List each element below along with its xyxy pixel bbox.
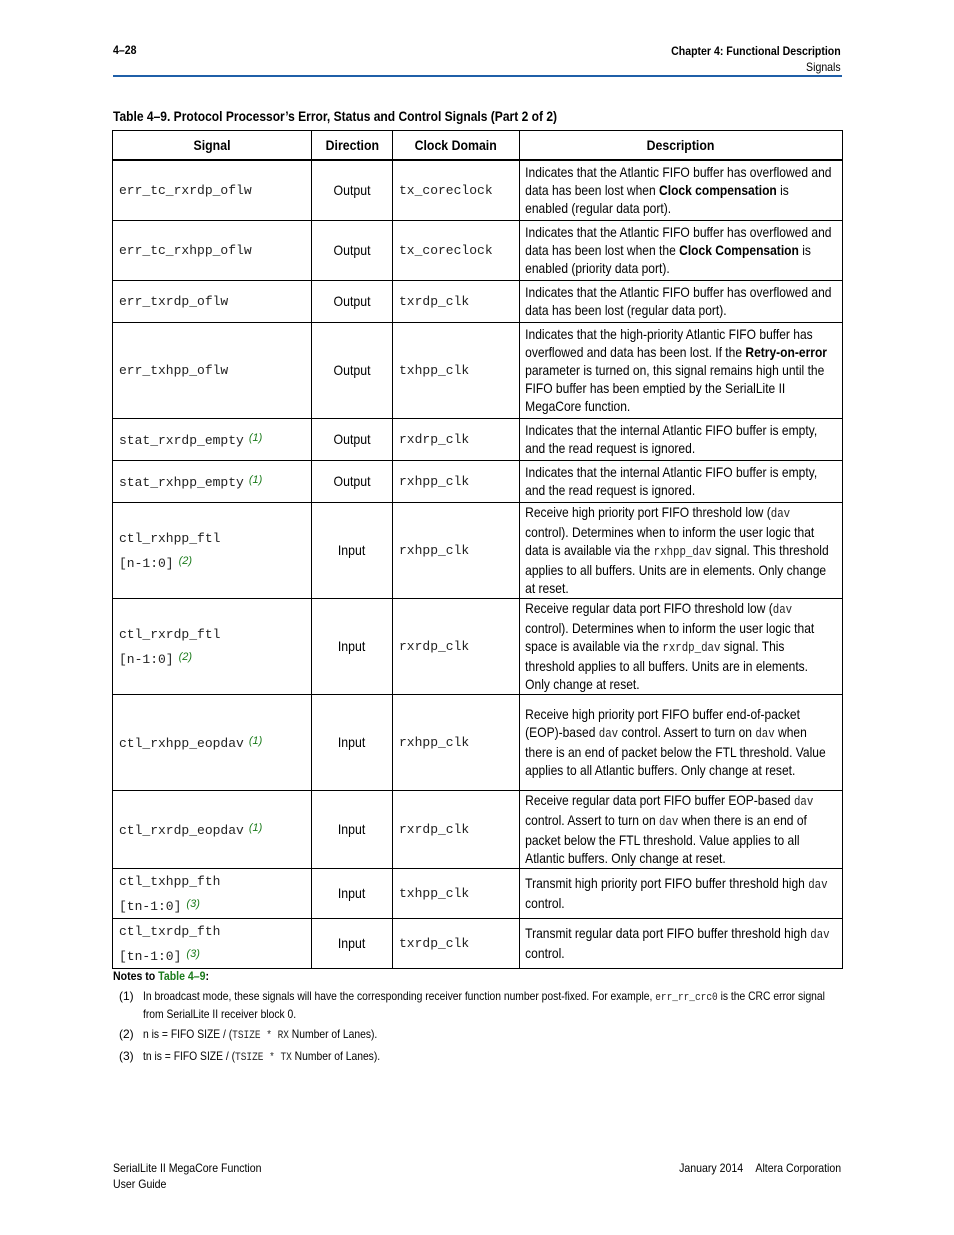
text-run: Indicates that the internal Atlantic FIFO buffer is empty, and the read request is ignored. (525, 422, 818, 456)
signal-code: dav (810, 928, 830, 942)
signal-cell (113, 868, 312, 918)
note-number: (1) (119, 989, 134, 1003)
table-row (113, 598, 843, 694)
table-row (113, 502, 843, 598)
running-header (671, 43, 841, 75)
signal-cell (113, 280, 312, 322)
text-run: Number of Lanes). (291, 1049, 381, 1063)
clock-domain-value: txhpp_clk (399, 886, 470, 901)
signal-code: TSIZE * RX (232, 1030, 289, 1042)
signal-code: dav (772, 603, 793, 617)
direction-cell (312, 418, 393, 460)
footnote-ref[interactable]: (3) (186, 947, 200, 960)
clock-domain-cell (393, 322, 520, 418)
clock-domain-value: tx_coreclock (399, 183, 493, 199)
description-text (520, 325, 835, 415)
description-cell (520, 160, 843, 220)
description-text (520, 503, 835, 597)
description-cell (520, 694, 843, 790)
footnote-ref[interactable]: (1) (248, 734, 263, 747)
direction-value: Input (338, 542, 366, 558)
description-text (520, 223, 835, 277)
direction-cell (312, 694, 393, 790)
chapter-title: Chapter 4: Functional Description (671, 44, 841, 58)
clock-domain-cell (393, 460, 520, 502)
signal-code: rxhpp_dav (653, 545, 712, 559)
signal-code: dav (770, 507, 791, 521)
signal-name: err_txhpp_oflw (119, 363, 229, 378)
clock-domain-cell (393, 502, 520, 598)
signal-code: err_rr_crc0 (655, 992, 718, 1004)
direction-value: Input (338, 821, 366, 837)
clock-domain-value: rxhpp_clk (399, 474, 470, 489)
signal-name: ctl_rxrdp_eopdav (119, 822, 244, 838)
direction-cell (312, 502, 393, 598)
text-run: when there is an end of packet below the FTL threshold. Value applies to all Atlantic buffers. Only change at reset. (525, 812, 807, 866)
table-row (113, 460, 843, 502)
text-run: control. Assert to turn on (618, 724, 756, 740)
signal-code: dav (808, 878, 828, 892)
signal-cell (113, 460, 312, 502)
signal-name: err_tc_rxrdp_oflw (119, 183, 252, 199)
table-title: Table 4–9. Protocol Processor’s Error, Status and Control Signals (Part 2 of 2) (113, 108, 558, 124)
text-run: control. (525, 895, 565, 911)
description-cell (520, 868, 843, 918)
description-text (520, 924, 835, 962)
description-cell (520, 322, 843, 418)
table-row (113, 280, 843, 322)
text-run: signal. This threshold applies to all buffers. Units are in elements. Only change at reset. (525, 638, 809, 692)
bold-term: Clock compensation (659, 182, 777, 199)
text-run: is the CRC error signal from SerialLite II receiver block 0. (143, 989, 825, 1021)
text-run: Transmit high priority port FIFO buffer threshold high (525, 875, 809, 891)
footer-doc-type: User Guide (113, 1177, 167, 1191)
signal-code: dav (659, 815, 679, 829)
footer-left (113, 1160, 262, 1192)
description-cell (520, 918, 843, 968)
signal-name: err_tc_rxhpp_oflw (119, 243, 252, 258)
direction-value: Output (333, 293, 371, 309)
footer-company: Altera Corporation (755, 1161, 841, 1175)
text-run: when there is an end of packet below the FTL threshold. Value applies to all Atlantic buffers. Only change at reset. (525, 724, 826, 778)
description-cell (520, 220, 843, 280)
table-row (113, 322, 843, 418)
clock-domain-value: txhpp_clk (399, 363, 470, 378)
footer-product: SerialLite II MegaCore Function (113, 1161, 262, 1175)
direction-cell (312, 322, 393, 418)
footer-date: January 2014 (678, 1161, 743, 1175)
signal-code: rxrdp_dav (662, 641, 721, 655)
text-run: Receive regular data port FIFO threshold low ( (525, 600, 773, 616)
direction-cell (312, 460, 393, 502)
note-text (143, 1026, 835, 1044)
section-title: Signals (806, 60, 841, 74)
table-row (113, 694, 843, 790)
clock-domain-cell (393, 868, 520, 918)
text-run: Indicates that the Atlantic FIFO buffer has overflowed and data has been lost when (525, 164, 832, 199)
signal-name: stat_rxhpp_empty (119, 474, 244, 490)
signal-name: ctl_txrdp_fth (119, 923, 221, 939)
signal-width: [n-1:0] (119, 651, 174, 667)
description-text (520, 463, 835, 499)
direction-cell (312, 220, 393, 280)
text-run: n is = FIFO SIZE / ( (143, 1027, 233, 1041)
text-run: is enabled (regular data port). (525, 182, 789, 217)
clock-domain-cell (393, 418, 520, 460)
signal-cell (113, 322, 312, 418)
signal-name: stat_rxrdp_empty (119, 432, 244, 448)
text-run: Indicates that the Atlantic FIFO buffer has overflowed and data has been lost when the (525, 224, 832, 258)
footnote-ref[interactable]: (3) (186, 897, 200, 910)
table-row (113, 418, 843, 460)
direction-value: Input (338, 734, 366, 750)
text-run: Indicates that the Atlantic FIFO buffer has overflowed and data has been lost (regular data port). (525, 284, 832, 318)
footnote-ref[interactable]: (1) (248, 821, 263, 834)
signal-name: err_txrdp_oflw (119, 294, 229, 309)
table-notes (113, 968, 842, 1066)
signal-code: dav (755, 727, 775, 741)
text-run: Receive high priority port FIFO threshold low ( (525, 504, 771, 520)
bold-term: Clock Compensation (679, 242, 799, 258)
clock-domain-value: rxrdp_clk (399, 639, 470, 654)
text-run: signal. This threshold applies to all buffers. Units are in elements. Only change at reset. (525, 542, 829, 596)
description-text (520, 599, 835, 693)
signal-width: [n-1:0] (119, 555, 174, 571)
description-cell (520, 502, 843, 598)
text-run: Receive regular data port FIFO buffer EOP-based (525, 792, 794, 808)
direction-cell (312, 280, 393, 322)
text-run: control). Determines when to inform the user logic that data is available via the (525, 524, 815, 558)
description-cell (520, 280, 843, 322)
signal-name: ctl_rxrdp_ftl (119, 626, 221, 642)
notes-title: Notes to Table 4–9: (113, 969, 210, 983)
bold-term: Retry-on-error (745, 344, 827, 360)
signal-cell (113, 918, 312, 968)
table-reference-link[interactable]: Table 4–9 (158, 969, 206, 983)
table-row (113, 918, 843, 968)
direction-value: Output (333, 473, 371, 489)
clock-domain-value: txrdp_clk (399, 294, 470, 309)
notes-list (113, 988, 842, 1066)
note-number: (2) (119, 1027, 134, 1041)
text-run: Indicates that the internal Atlantic FIFO buffer is empty, and the read request is ignored. (525, 464, 818, 498)
clock-domain-value: rxrdp_clk (399, 822, 470, 837)
description-text (520, 874, 835, 912)
description-text (520, 791, 835, 867)
column-header-description: Description (520, 131, 843, 161)
signal-cell (113, 598, 312, 694)
description-text (520, 421, 835, 457)
text-run: In broadcast mode, these signals will have the corresponding receiver function number post-fixed. For example, (143, 989, 656, 1003)
clock-domain-value: rxhpp_clk (399, 735, 470, 750)
footnote-ref[interactable]: (1) (248, 431, 263, 444)
note-item (113, 1026, 842, 1044)
direction-value: Output (333, 362, 371, 378)
direction-value: Output (333, 242, 371, 258)
footnote-ref[interactable]: (2) (178, 650, 193, 663)
note-text (143, 1048, 835, 1066)
note-item (113, 1048, 842, 1066)
clock-domain-cell (393, 280, 520, 322)
footnote-ref[interactable]: (2) (178, 554, 193, 567)
table-row (113, 220, 843, 280)
description-text (520, 163, 835, 217)
table-row (113, 790, 843, 868)
signal-name: ctl_rxhpp_ftl (119, 530, 221, 546)
table-row (113, 868, 843, 918)
note-text (143, 988, 835, 1022)
text-run: Transmit regular data port FIFO buffer threshold high (525, 925, 811, 941)
clock-domain-cell (393, 790, 520, 868)
clock-domain-cell (393, 918, 520, 968)
signal-code: dav (793, 795, 814, 809)
signal-name: ctl_txhpp_fth (119, 873, 221, 889)
direction-cell (312, 160, 393, 220)
text-run: is enabled (priority data port). (525, 242, 811, 276)
signal-cell (113, 790, 312, 868)
signal-width: [tn-1:0] (119, 898, 182, 914)
direction-value: Input (338, 935, 366, 951)
direction-value: Output (333, 431, 371, 447)
direction-cell (312, 598, 393, 694)
text-run: tn is = FIFO SIZE / ( (143, 1049, 236, 1063)
description-cell (520, 790, 843, 868)
note-number: (3) (119, 1049, 134, 1063)
signal-name: ctl_rxhpp_eopdav (119, 735, 244, 751)
direction-value: Input (338, 885, 366, 901)
footnote-ref[interactable]: (1) (248, 473, 263, 486)
text-run: Indicates that the high-priority Atlantic FIFO buffer has overflowed and data has been lost. If the (525, 326, 813, 360)
text-run: control). Determines when to inform the user logic that space is available via the (525, 620, 815, 654)
clock-domain-cell (393, 694, 520, 790)
signals-table (112, 130, 843, 969)
text-run: control. Assert to turn on (525, 812, 660, 828)
signal-code: dav (598, 727, 619, 741)
description-cell (520, 598, 843, 694)
table-row (113, 160, 843, 220)
text-run: Receive high priority port FIFO buffer end-of-packet (EOP)-based (525, 706, 800, 740)
signal-cell (113, 502, 312, 598)
note-item (113, 988, 842, 1022)
description-text (520, 705, 835, 779)
column-header-clock-domain: Clock Domain (393, 131, 520, 161)
page-number: 4–28 (113, 43, 137, 57)
table-header-row (113, 131, 843, 161)
signal-cell (113, 694, 312, 790)
text-run: parameter is turned on, this signal remains high until the FIFO buffer has been emptied by the SerialLite II MegaCore function. (525, 362, 825, 414)
signal-cell (113, 160, 312, 220)
description-cell (520, 460, 843, 502)
text-run: Number of Lanes). (288, 1027, 378, 1041)
column-header-signal: Signal (113, 131, 312, 161)
clock-domain-cell (393, 160, 520, 220)
direction-cell (312, 868, 393, 918)
description-cell (520, 418, 843, 460)
header-rule (113, 75, 842, 77)
description-text (520, 283, 835, 319)
direction-value: Input (338, 638, 366, 654)
text-run: control. (525, 945, 565, 961)
clock-domain-value: tx_coreclock (399, 243, 493, 258)
signal-cell (113, 220, 312, 280)
direction-cell (312, 790, 393, 868)
signal-code: TSIZE * TX (235, 1052, 292, 1064)
column-header-direction: Direction (312, 131, 393, 161)
clock-domain-value: rxhpp_clk (399, 543, 470, 558)
clock-domain-value: rxdrp_clk (399, 432, 470, 447)
direction-cell (312, 918, 393, 968)
clock-domain-cell (393, 220, 520, 280)
table-body (113, 160, 843, 968)
footer-right (679, 1160, 841, 1176)
clock-domain-cell (393, 598, 520, 694)
signal-cell (113, 418, 312, 460)
signal-width: [tn-1:0] (119, 948, 182, 964)
clock-domain-value: txrdp_clk (399, 936, 470, 951)
direction-value: Output (333, 182, 371, 199)
